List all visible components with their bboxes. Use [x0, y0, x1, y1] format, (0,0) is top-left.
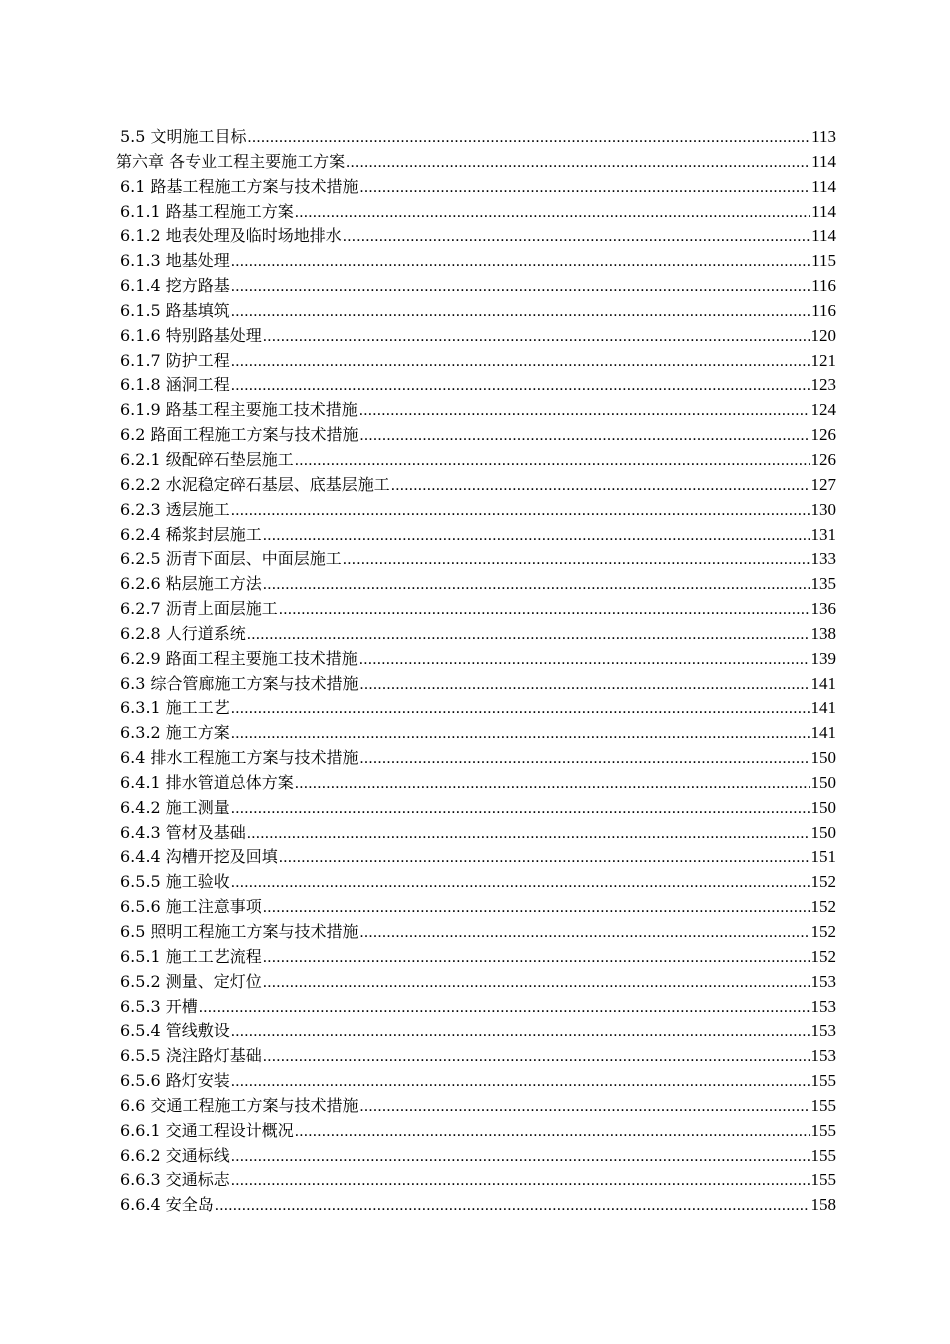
toc-entry-page-number: 155 — [810, 1170, 836, 1190]
toc-entry-page-number: 116 — [811, 276, 836, 296]
toc-entry-page-number: 151 — [810, 847, 836, 867]
toc-entry[interactable] — [116, 473, 836, 498]
toc-entry-page-number: 124 — [810, 400, 836, 420]
toc-entry-page-number: 150 — [810, 772, 836, 792]
toc-entry-page-number: 115 — [811, 251, 836, 271]
toc-entry-page-number: 126 — [810, 449, 836, 469]
toc-entry-page-number: 127 — [810, 474, 836, 494]
toc-entry[interactable] — [116, 523, 836, 548]
toc-entry[interactable] — [116, 821, 836, 846]
toc-entry-title: 6.1.8 涵洞工程 — [120, 375, 230, 395]
toc-entry-title: 6.4.4 沟槽开挖及回填 — [120, 847, 278, 867]
toc-entry[interactable] — [116, 746, 836, 771]
toc-entry-title: 6.6.4 安全岛 — [120, 1195, 214, 1215]
toc-dot-leader — [263, 946, 810, 971]
toc-dot-leader — [231, 697, 810, 722]
toc-entry-page-number: 153 — [810, 996, 836, 1016]
toc-entry-title: 6.2.3 透层施工 — [120, 499, 230, 519]
toc-entry-title: 6.5 照明工程施工方案与技术措施 — [120, 922, 359, 941]
toc-entry-title: 6.5.6 施工注意事项 — [120, 897, 262, 917]
toc-dot-leader — [343, 548, 810, 573]
toc-entry-title: 6.5.1 施工工艺流程 — [120, 946, 262, 966]
toc-entry[interactable] — [116, 224, 836, 249]
toc-entry-page-number: 126 — [810, 425, 836, 445]
toc-entry[interactable] — [116, 125, 836, 150]
toc-dot-leader — [231, 300, 810, 325]
toc-dot-leader — [360, 747, 810, 772]
toc-entry[interactable] — [116, 796, 836, 821]
toc-entry[interactable] — [116, 299, 836, 324]
toc-dot-leader — [231, 374, 810, 399]
toc-entry[interactable] — [116, 572, 836, 597]
toc-entry-page-number: 141 — [810, 723, 836, 743]
toc-entry[interactable] — [116, 672, 836, 697]
toc-entry[interactable] — [116, 647, 836, 672]
toc-dot-leader — [359, 648, 810, 673]
toc-entry[interactable] — [116, 150, 836, 175]
toc-entry[interactable] — [116, 398, 836, 423]
toc-entry-title: 6.2.5 沥青下面层、中面层施工 — [120, 549, 342, 569]
toc-entry-title: 第六章 各专业工程主要施工方案 — [116, 151, 346, 171]
toc-entry[interactable] — [116, 1119, 836, 1144]
toc-entry-page-number: 141 — [810, 673, 836, 693]
toc-dot-leader — [215, 1194, 810, 1219]
toc-entry[interactable] — [116, 970, 836, 995]
toc-dot-leader — [295, 449, 810, 474]
toc-entry[interactable] — [116, 1094, 836, 1119]
toc-entry-page-number: 153 — [810, 1046, 836, 1066]
toc-entry[interactable] — [116, 274, 836, 299]
toc-entry-page-number: 114 — [811, 226, 836, 246]
toc-entry-title: 6.1.1 路基工程施工方案 — [120, 201, 294, 221]
toc-entry-page-number: 136 — [810, 599, 836, 619]
table-of-contents — [116, 125, 836, 1218]
toc-entry-page-number: 135 — [810, 574, 836, 594]
toc-entry-title: 6.1.7 防护工程 — [120, 350, 230, 370]
toc-entry-title: 6.5.2 测量、定灯位 — [120, 971, 262, 991]
toc-entry-page-number: 153 — [810, 1021, 836, 1041]
toc-dot-leader — [231, 275, 810, 300]
toc-entry-page-number: 116 — [811, 300, 836, 320]
toc-entry-page-number: 130 — [810, 499, 836, 519]
toc-entry[interactable] — [116, 995, 836, 1020]
toc-entry[interactable] — [116, 845, 836, 870]
toc-dot-leader — [247, 623, 810, 648]
toc-entry-title: 6.3.1 施工工艺 — [120, 698, 230, 718]
toc-entry[interactable] — [116, 1069, 836, 1094]
toc-dot-leader — [231, 350, 810, 375]
toc-entry[interactable] — [116, 423, 836, 448]
toc-entry-page-number: 155 — [810, 1120, 836, 1140]
toc-entry-title: 6.1.4 挖方路基 — [120, 276, 230, 296]
toc-entry-title: 6.3 综合管廊施工方案与技术措施 — [120, 673, 359, 693]
toc-dot-leader — [346, 151, 810, 176]
toc-dot-leader — [279, 846, 810, 871]
toc-entry-title: 6.2.1 级配碎石垫层施工 — [120, 449, 294, 469]
toc-dot-leader — [263, 325, 810, 350]
toc-entry-title: 6.1.3 地基处理 — [120, 251, 230, 271]
toc-entry[interactable] — [116, 1144, 836, 1169]
toc-entry-page-number: 150 — [810, 748, 836, 768]
toc-entry-page-number: 120 — [810, 325, 836, 345]
toc-entry-page-number: 153 — [810, 971, 836, 991]
toc-dot-leader — [359, 399, 810, 424]
toc-entry-title: 6.2.2 水泥稳定碎石基层、底基层施工 — [120, 474, 390, 494]
toc-dot-leader — [360, 1095, 810, 1120]
toc-dot-leader — [263, 573, 810, 598]
toc-entry[interactable] — [116, 547, 836, 572]
toc-dot-leader — [231, 1169, 810, 1194]
toc-entry[interactable] — [116, 498, 836, 523]
toc-entry-page-number: 139 — [810, 648, 836, 668]
toc-entry[interactable] — [116, 920, 836, 945]
toc-entry[interactable] — [116, 1019, 836, 1044]
toc-dot-leader — [263, 1045, 810, 1070]
toc-dot-leader — [231, 250, 810, 275]
toc-entry-page-number: 155 — [810, 1095, 836, 1115]
toc-entry-page-number: 133 — [810, 549, 836, 569]
toc-entry-title: 6.6.3 交通标志 — [120, 1170, 230, 1190]
toc-dot-leader — [231, 1070, 810, 1095]
toc-entry-page-number: 123 — [810, 375, 836, 395]
toc-entry[interactable] — [116, 622, 836, 647]
toc-entry-title: 6.6 交通工程施工方案与技术措施 — [120, 1095, 359, 1115]
toc-entry-title: 6.3.2 施工方案 — [120, 723, 230, 743]
toc-entry[interactable] — [116, 696, 836, 721]
toc-dot-leader — [279, 598, 810, 623]
toc-dot-leader — [231, 499, 810, 524]
toc-entry[interactable] — [116, 771, 836, 796]
toc-entry-page-number: 150 — [810, 797, 836, 817]
toc-dot-leader — [343, 225, 810, 250]
toc-dot-leader — [263, 971, 810, 996]
toc-dot-leader — [263, 524, 810, 549]
toc-entry-title: 6.1 路基工程施工方案与技术措施 — [120, 176, 359, 196]
toc-entry[interactable] — [116, 945, 836, 970]
toc-entry-page-number: 113 — [811, 127, 836, 146]
toc-entry-title: 6.5.4 管线敷设 — [120, 1021, 230, 1041]
toc-entry-title: 6.4.3 管材及基础 — [120, 822, 246, 842]
toc-entry-page-number: 138 — [810, 623, 836, 643]
toc-dot-leader — [247, 822, 810, 847]
toc-entry[interactable] — [116, 349, 836, 374]
toc-entry-page-number: 150 — [810, 822, 836, 842]
toc-entry-title: 6.1.5 路基填筑 — [120, 300, 230, 320]
toc-entry-title: 6.2.4 稀浆封层施工 — [120, 524, 262, 544]
toc-dot-leader — [231, 797, 810, 822]
toc-entry-title: 6.6.2 交通标线 — [120, 1145, 230, 1165]
toc-entry-title: 6.2 路面工程施工方案与技术措施 — [120, 425, 359, 445]
toc-entry[interactable] — [116, 1193, 836, 1218]
toc-entry[interactable] — [116, 448, 836, 473]
toc-dot-leader — [199, 996, 810, 1021]
toc-entry-page-number: 158 — [810, 1195, 836, 1215]
toc-entry-page-number: 152 — [810, 897, 836, 917]
toc-entry[interactable] — [116, 200, 836, 225]
toc-dot-leader — [263, 896, 810, 921]
toc-entry[interactable] — [116, 175, 836, 200]
toc-entry-page-number: 114 — [811, 151, 836, 171]
toc-entry[interactable] — [116, 1044, 836, 1069]
toc-entry-title: 6.4.1 排水管道总体方案 — [120, 772, 294, 792]
toc-entry-page-number: 121 — [810, 350, 836, 370]
toc-entry-title: 6.2.8 人行道系统 — [120, 623, 246, 643]
toc-entry-title: 6.1.9 路基工程主要施工技术措施 — [120, 400, 358, 420]
toc-entry-page-number: 152 — [810, 872, 836, 892]
toc-entry-page-number: 152 — [810, 946, 836, 966]
toc-entry-page-number: 114 — [811, 201, 836, 221]
toc-entry[interactable] — [116, 870, 836, 895]
toc-entry-page-number: 141 — [810, 698, 836, 718]
toc-entry[interactable] — [116, 324, 836, 349]
toc-dot-leader — [248, 126, 811, 151]
toc-entry-page-number: 131 — [810, 524, 836, 544]
toc-entry-title: 6.5.5 施工验收 — [120, 872, 230, 892]
toc-entry-title: 6.5.6 路灯安装 — [120, 1071, 230, 1091]
toc-dot-leader — [231, 871, 810, 896]
toc-entry[interactable] — [116, 597, 836, 622]
toc-entry-title: 6.5.5 浇注路灯基础 — [120, 1046, 262, 1066]
toc-dot-leader — [231, 722, 810, 747]
toc-dot-leader — [360, 673, 810, 698]
toc-entry-title: 6.4.2 施工测量 — [120, 797, 230, 817]
toc-entry-title: 6.6.1 交通工程设计概况 — [120, 1120, 294, 1140]
toc-entry-title: 6.1.2 地表处理及临时场地排水 — [120, 226, 342, 246]
toc-entry[interactable] — [116, 721, 836, 746]
toc-entry[interactable] — [116, 373, 836, 398]
toc-entry-title: 6.1.6 特别路基处理 — [120, 325, 262, 345]
toc-entry[interactable] — [116, 249, 836, 274]
toc-entry-page-number: 155 — [810, 1145, 836, 1165]
toc-dot-leader — [360, 176, 811, 201]
toc-entry-page-number: 114 — [811, 176, 836, 196]
toc-dot-leader — [391, 474, 810, 499]
toc-dot-leader — [360, 921, 810, 946]
toc-entry-title: 6.2.6 粘层施工方法 — [120, 574, 262, 594]
toc-entry[interactable] — [116, 1168, 836, 1193]
toc-dot-leader — [295, 1120, 810, 1145]
toc-dot-leader — [295, 772, 810, 797]
toc-dot-leader — [231, 1145, 810, 1170]
toc-dot-leader — [360, 424, 810, 449]
toc-entry-title: 6.2.9 路面工程主要施工技术措施 — [120, 648, 358, 668]
toc-entry-title: 6.5.3 开槽 — [120, 996, 198, 1016]
toc-entry[interactable] — [116, 895, 836, 920]
toc-entry-title: 5.5 文明施工目标 — [120, 127, 247, 146]
toc-entry-title: 6.4 排水工程施工方案与技术措施 — [120, 748, 359, 768]
toc-dot-leader — [231, 1020, 810, 1045]
toc-entry-page-number: 152 — [810, 922, 836, 941]
toc-entry-page-number: 155 — [810, 1071, 836, 1091]
toc-dot-leader — [295, 201, 810, 226]
toc-entry-title: 6.2.7 沥青上面层施工 — [120, 599, 278, 619]
